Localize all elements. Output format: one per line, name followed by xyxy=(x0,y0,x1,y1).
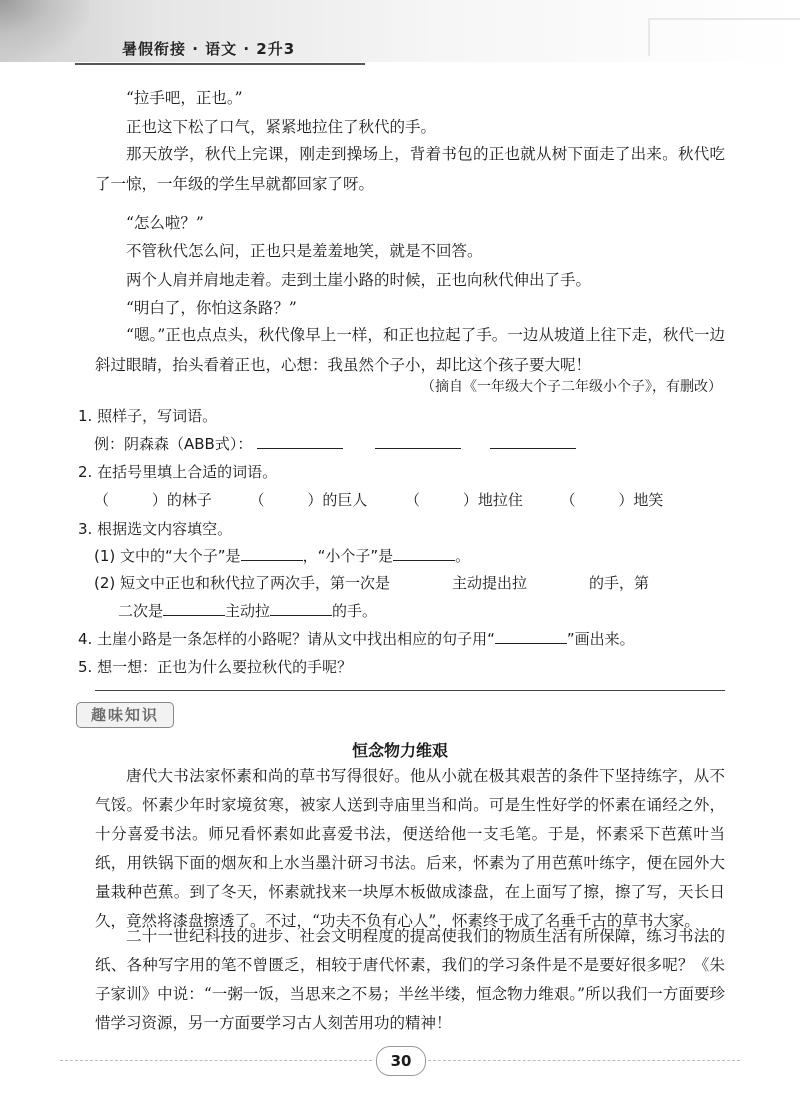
question-4 xyxy=(78,628,635,649)
question-text: 的手。 xyxy=(332,602,378,620)
footer-rule-left xyxy=(60,1060,372,1061)
answer-blank[interactable] xyxy=(375,434,461,449)
answer-blank[interactable] xyxy=(241,546,303,561)
bracket-blank[interactable]: （ ） xyxy=(560,491,634,509)
fill-item: 地笑 xyxy=(633,491,664,509)
fill-item: 地拉住 xyxy=(477,491,523,509)
fun-knowledge-badge: 趣味知识 xyxy=(76,702,174,728)
answer-line[interactable] xyxy=(95,690,725,691)
answer-blank[interactable] xyxy=(393,546,455,561)
article-paragraph: 二十一世纪科技的进步、社会文明程度的提高使我们的物质生活有所保障，练习书法的纸、各种写字用的笔不曾匮乏，相较于唐代怀素，我们的学习条件是不是要好很多呢？《朱子家训》中说：“一粥一饭，当思来之不易；半丝半缕，恒念物力维艰。”所以我们一方面要珍惜学习资源，另一方面要学习古人刻苦用功的精神！ xyxy=(95,927,725,1032)
story-source: （摘自《一年级大个子二年级小个子》，有删改） xyxy=(421,379,722,395)
question-3-2-cont xyxy=(118,600,377,621)
question-text: (2) 短文中正也和秋代拉了两次手，第一次是 xyxy=(94,574,391,592)
answer-blank[interactable] xyxy=(270,601,332,616)
story-paragraph: “嗯。”正也点点头，秋代像早上一样，和正也拉起了手。一边从坡道上往下走，秋代一边斜过眼睛，抬头看着正也，心想：我虽然个子小，却比这个孩子要大呢！ xyxy=(95,326,725,374)
story-paragraph: “拉手吧，正也。” xyxy=(126,89,243,107)
question-text: ，“小个子”是 xyxy=(302,547,394,565)
question-2-items xyxy=(94,489,663,510)
question-5: 5. 想一想：正也为什么要拉秋代的手呢？ xyxy=(78,658,353,676)
question-3-1 xyxy=(94,545,470,566)
story-paragraph: “明白了，你怕这条路？” xyxy=(126,299,297,317)
question-text: 4. 土崖小路是一条怎样的小路呢？请从文中找出相应的句子用“ xyxy=(78,630,495,648)
article-title: 恒念物力维艰 xyxy=(351,741,448,760)
footer-rule-right xyxy=(428,1060,740,1061)
article-paragraph: 唐代大书法家怀素和尚的草书写得很好。他从小就在极其艰苦的条件下坚持练字，从不气馁。怀素少年时家境贫寒，被家人送到寺庙里当和尚。可是生性好学的怀素在诵经之外，十分喜爱书法。师兄看怀素如此喜爱书法，便送给他一支毛笔。于是，怀素采下芭蕉叶当纸，用铁锅下面的烟灰和上水当墨汁研习书法。后来，怀素为了用芭蕉叶练字，便在园外大量栽种芭蕉。到了冬天，怀素就找来一块厚木板做成漆盘，在上面写了擦，擦了写，天长日久，竟然将漆盘擦透了。不过，“功夫不负有心人”，怀素终于成了名垂千古的草书大家。 xyxy=(95,767,725,930)
question-1: 1. 照样子，写词语。 xyxy=(78,407,218,425)
question-text: 主动拉 xyxy=(225,602,271,620)
bracket-blank[interactable]: （ ） xyxy=(94,491,167,509)
question-text: 。 xyxy=(455,547,471,565)
header-rule xyxy=(75,63,365,65)
question-3: 3. 根据选文内容填空。 xyxy=(78,520,233,538)
question-text: 主动提出拉 xyxy=(452,574,528,592)
question-text: 的手，第 xyxy=(589,574,650,592)
story-paragraph: 不管秋代怎么问，正也只是羞羞地笑，就是不回答。 xyxy=(126,242,483,260)
bracket-blank[interactable]: （ ） xyxy=(249,491,323,509)
story-paragraph: 两个人肩并肩地走着。走到土崖小路的时候，正也向秋代伸出了手。 xyxy=(126,271,592,289)
question-3-2 xyxy=(94,572,649,593)
header-decoration xyxy=(0,0,90,62)
underline-sample xyxy=(495,629,567,644)
story-paragraph: “怎么啦？” xyxy=(126,214,204,232)
page-number: 30 xyxy=(376,1046,426,1076)
story-paragraph: 正也这下松了口气，紧紧地拉住了秋代的手。 xyxy=(126,118,437,136)
question-text: (1) 文中的“大个子”是 xyxy=(94,547,241,565)
story-paragraph: 那天放学，秋代上完课，刚走到操场上，背着书包的正也就从树下面走了出来。秋代吃了一惊，一年级的学生早就都回家了呀。 xyxy=(95,145,725,193)
bracket-blank[interactable]: （ ） xyxy=(405,491,478,509)
fill-item: 的林子 xyxy=(166,491,212,509)
question-2: 2. 在括号里填上合适的词语。 xyxy=(78,463,278,481)
answer-blank[interactable] xyxy=(163,601,225,616)
header-corner-decoration xyxy=(648,18,800,56)
answer-blank[interactable] xyxy=(490,434,576,449)
question-1-example xyxy=(94,433,576,454)
question-text: 二次是 xyxy=(118,602,164,620)
page-header xyxy=(0,0,800,62)
header-title: 暑假衔接 · 语文 · 2升3 xyxy=(122,40,296,58)
example-label: 例：阴森森（ABB式）： xyxy=(94,435,253,453)
fill-item: 的巨人 xyxy=(322,491,368,509)
question-text: ”画出来。 xyxy=(566,630,635,648)
answer-blank[interactable] xyxy=(257,434,343,449)
